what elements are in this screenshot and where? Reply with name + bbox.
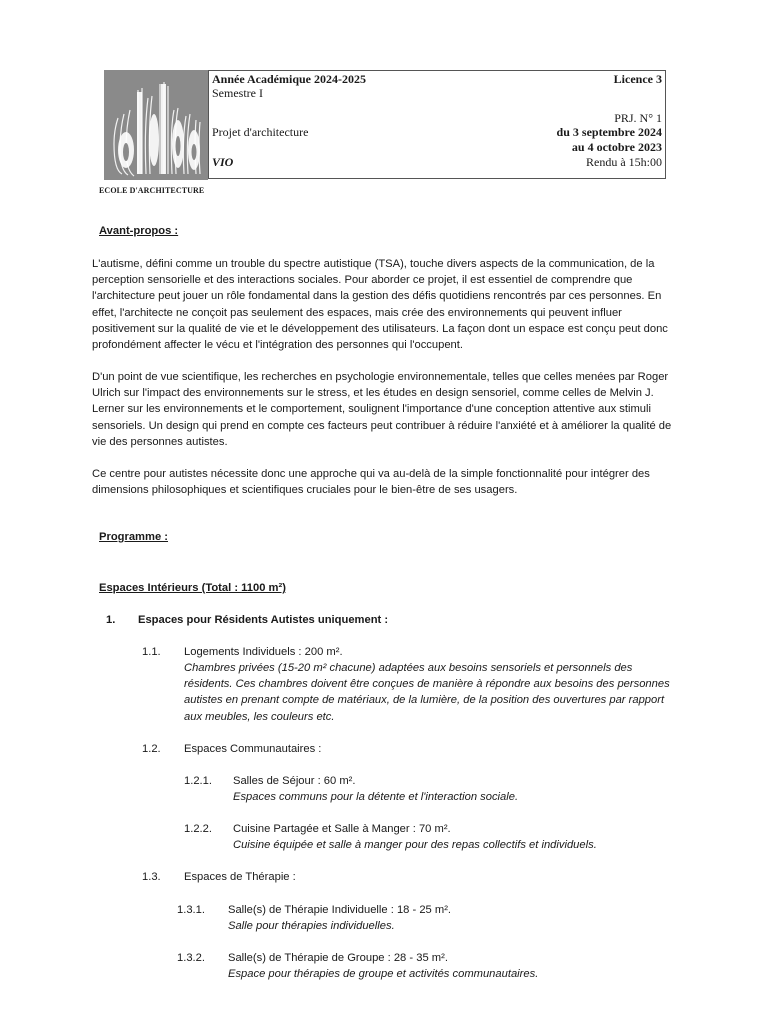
school-logo	[104, 70, 208, 180]
section-desc-housing: Chambres privées (15-20 m² chacune) adaptées aux besoins sensoriels et personnels des résidents. Ces chambres doivent être conçues de manière à répondre aux besoins des personnes autistes en prenant compte de matériaux, de la lumière, de la position des ouvertures par rapport aux meubles, les couleurs etc.	[184, 662, 670, 723]
academic-year: Année Académique 2024-2025	[212, 72, 366, 86]
section-title-housing: Logements Individuels : 200 m².	[184, 646, 343, 658]
paragraph-text: D'un point de vue scientifique, les recherches en psychologie environnementale, telles que celles menées par Roger Ulrich sur l'impact des environnements sur le stress, et les études en design sensoriel, comme celles de Melvin J. Lerner sur les environnements et le comportement, soulignent l'importance d'une conception attentive aux stimuli sensoriels. Un design qui prend en compte ces facteurs peut contribuer à réduire l'anxiété et à améliorer la qualité de vie des personnes autistes.	[92, 371, 672, 448]
section-title-therapy: Espaces de Thérapie :	[184, 871, 296, 883]
deadline: Rendu à 15h:00	[586, 155, 662, 169]
paragraph-text: L'autisme, défini comme un trouble du spectre autistique (TSA), touche divers aspects de la communication, de la perception sensorielle et des interactions sociales. Pour aborder ce projet, il est essentiel de comprendre que l'architecture peut jouer un rôle fondamental dans la gestion des défis quotidiens rencontrés par ces personnes. En effet, l'architecte ne conçoit pas seulement des espaces, mais crée des environnements qui peuvent influer positivement sur la qualité de vie et le développement des utilisateurs. La façon dont un espace est conçu peut donc profondément affecter le vécu et l'intégration des personnes qui l'occupent.	[92, 258, 668, 352]
section-number: 1.3.2.	[177, 952, 205, 964]
project-number: PRJ. N° 1	[614, 111, 662, 125]
section-desc-kitchen: Cuisine équipée et salle à manger pour des repas collectifs et individuels.	[233, 839, 597, 851]
date-from: du 3 septembre 2024	[556, 125, 662, 139]
section-desc-group-therapy: Espace pour thérapies de groupe et activités communautaires.	[228, 968, 539, 980]
interior-spaces-title: Espaces Intérieurs (Total : 1100 m²)	[99, 582, 286, 594]
foreword-title: Avant-propos :	[99, 225, 179, 237]
section-desc-living-rooms: Espaces communs pour la détente et l'interaction sociale.	[233, 791, 519, 803]
program-title: Programme :	[99, 531, 169, 543]
section-number: 1.2.2.	[184, 823, 212, 835]
section-title-group-therapy: Salle(s) de Thérapie de Groupe : 28 - 35 m².	[228, 952, 448, 964]
section-title-community: Espaces Communautaires :	[184, 743, 322, 755]
course-info-box	[208, 70, 666, 179]
school-name: ECOLE D'ARCHITECTURE	[99, 186, 205, 195]
section-number: 1.2.1.	[184, 775, 212, 787]
section-number: 1.2.	[142, 743, 161, 755]
section-number: 1.	[106, 614, 116, 626]
section-title-residents: Espaces pour Résidents Autistes uniquement :	[138, 614, 389, 626]
foreword-paragraph-1	[92, 256, 682, 353]
date-to: au 4 octobre 2023	[571, 140, 662, 154]
section-title-kitchen: Cuisine Partagée et Salle à Manger : 70 m².	[233, 823, 451, 835]
semester: Semestre I	[212, 86, 263, 100]
section-number: 1.3.	[142, 871, 161, 883]
foreword-paragraph-2	[92, 369, 682, 450]
course-name: Projet d'architecture	[212, 125, 309, 139]
section-title-living-rooms: Salles de Séjour : 60 m².	[233, 775, 356, 787]
level: Licence 3	[613, 72, 662, 86]
studio-tag: VIO	[212, 155, 234, 169]
foreword-paragraph-3	[92, 466, 682, 498]
section-number: 1.1.	[142, 646, 161, 658]
paragraph-text: Ce centre pour autistes nécessite donc une approche qui va au-delà de la simple fonctionnalité pour intégrer des dimensions philosophiques et scientifiques cruciales pour le bien-être de ses usagers.	[92, 468, 650, 497]
section-desc-individual-therapy: Salle pour thérapies individuelles.	[228, 920, 395, 932]
section-number: 1.3.1.	[177, 904, 205, 916]
section-title-individual-therapy: Salle(s) de Thérapie Individuelle : 18 - 25 m².	[228, 904, 452, 916]
